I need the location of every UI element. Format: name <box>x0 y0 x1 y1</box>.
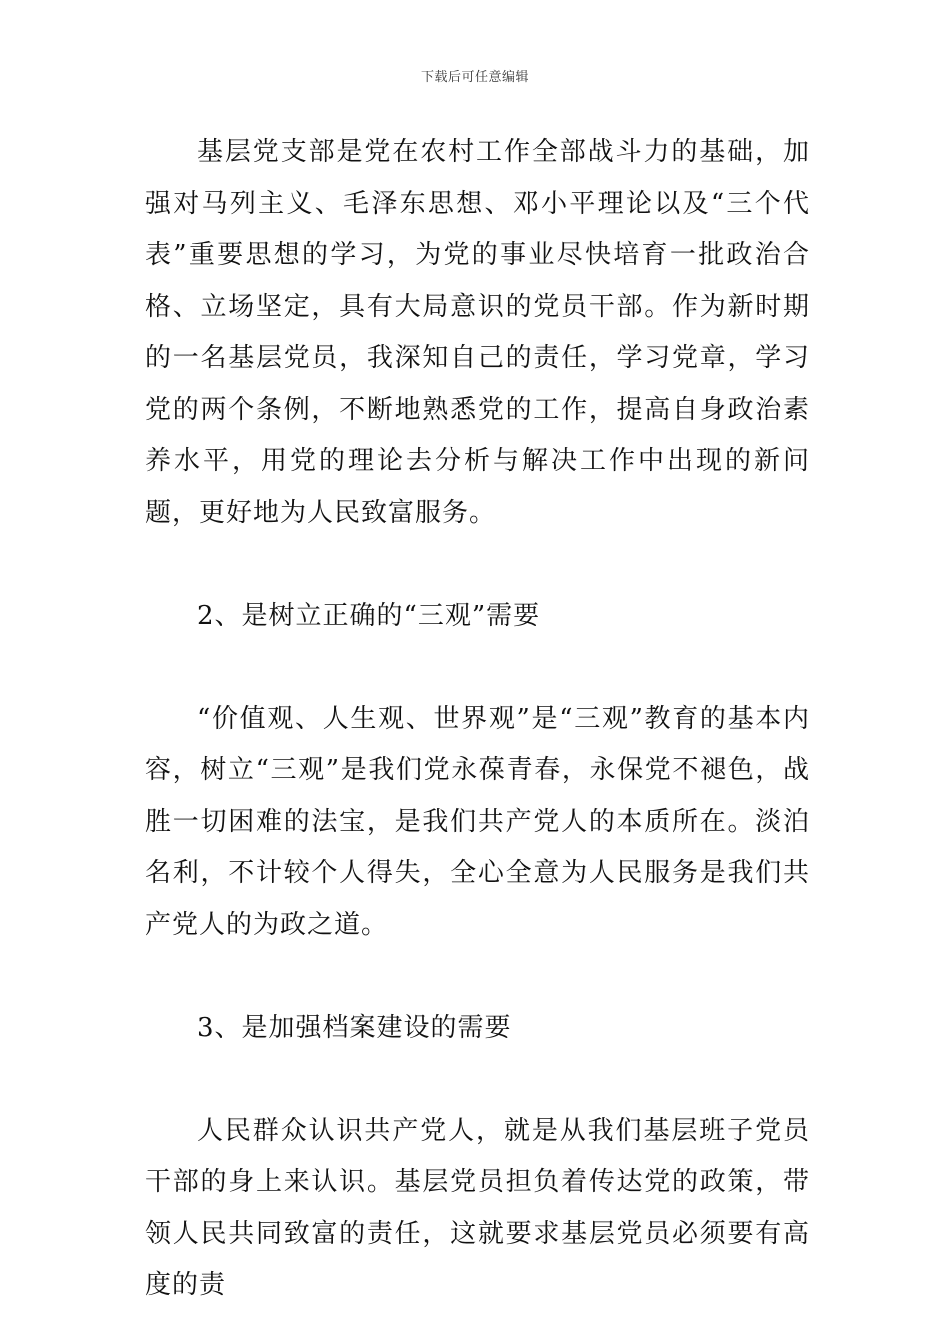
paragraph-gap <box>145 951 810 1003</box>
paragraph-gap <box>145 1054 810 1106</box>
paragraph-1: 基层党支部是党在农村工作全部战斗力的基础，加强对马列主义、毛泽东思想、邓小平理论以及“三个代表”重要思想的学习，为党的事业尽快培育一批政治合格、立场坚定，具有大局意识的党员干部。作为新时期的一名基层党员，我深知自己的责任，学习党章，学习党的两个条例，不断地熟悉党的工作，提高自身政治素养水平，用党的理论去分析与解决工作中出现的新问题，更好地为人民致富服务。 <box>145 137 810 528</box>
paragraph-gap <box>145 539 810 591</box>
paragraph-gap <box>145 642 810 694</box>
section-heading-3: 3、是加强档案建设的需要 <box>197 1012 512 1043</box>
paragraph-3: 人民群众认识共产党人，就是从我们基层班子党员干部的身上来认识。基层党员担负着传达党的政策，带领人民共同致富的责任，这就要求基层党员必须要有高度的责 <box>145 1115 810 1300</box>
header-note: 下载后可任意编辑 <box>420 70 529 85</box>
section-heading-2: 2、是树立正确的“三观”需要 <box>197 600 541 631</box>
document-body <box>145 127 810 1312</box>
paragraph-2: “价值观、人生观、世界观”是“三观”教育的基本内容，树立“三观”是我们党永葆青春，永保党不褪色，战胜一切困难的法宝，是我们共产党人的本质所在。淡泊名利，不计较个人得失，全心全意为人民服务是我们共产党人的为政之道。 <box>145 703 810 940</box>
